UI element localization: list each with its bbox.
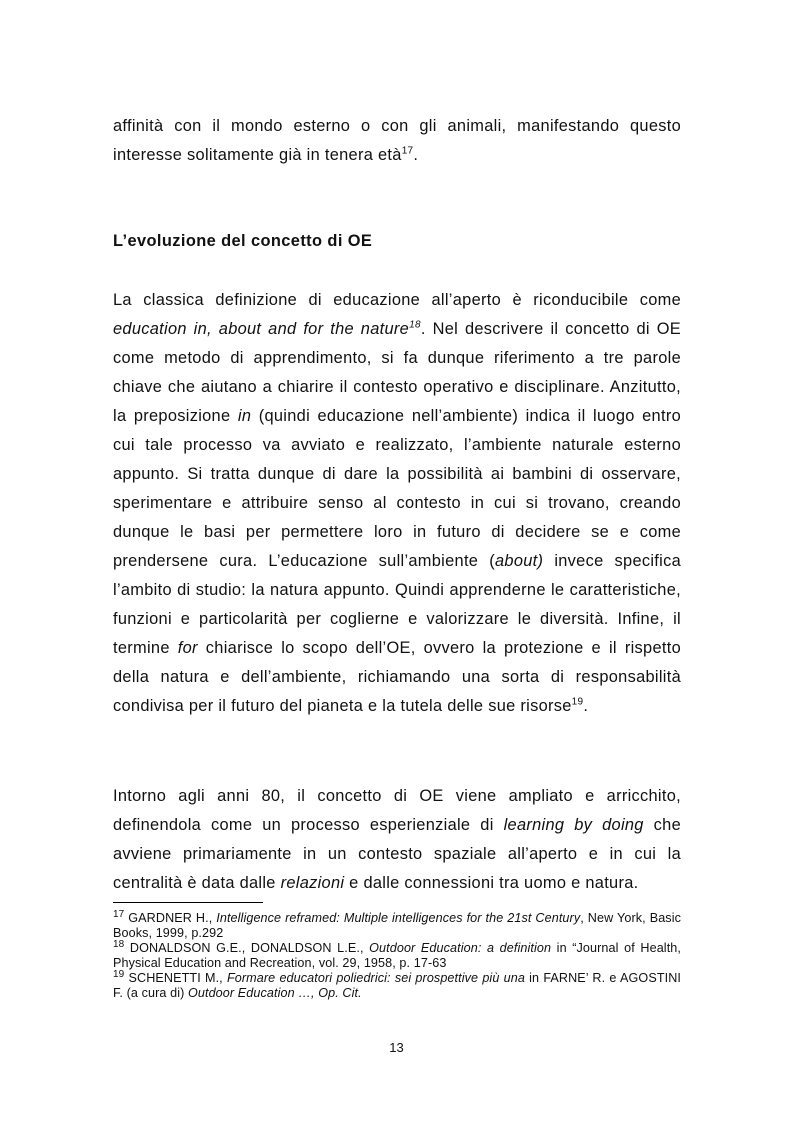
paragraph-evolution: Intorno agli anni 80, il concetto di OE viene ampliato e arricchito, definendola come un processo esperienziale di learning by doing che avviene primariamente in un contesto spaziale all’aperto e in cui la centralità è data dalle relazioni e dalle connessioni tra uomo e natura. — [113, 787, 681, 892]
footnote-17: $^{17}$ GARDNER H., Intelligence reframed: Multiple intelligences for the 21st Century, New York, Basic Books, 1999, p.292 — [113, 908, 681, 940]
footnote-ref-19: 19 — [571, 696, 584, 708]
paragraph-definition: La classica definizione di educazione all’aperto è riconducibile come education in, about and for the nature$^{18}$. Nel descrivere il concetto di OE come metodo di apprendimento, si fa dunque riferimento a tre parole chiave che aiutano a chiarire il contesto operativo e disciplinare. Anzitutto, la preposizione in (quindi educazione nell’ambiente) indica il luogo entro cui tale processo va avviato e realizzato, l’ambiente naturale esterno appunto. Si tratta dunque di dare la possibilità ai bambini di osservare, sperimentare e attribuire senso al contesto in cui si trovano, creando dunque le basi per permettere loro in futuro di decidere se e come prendersene cura. L’educazione sull’ambiente (about) invece specifica l’ambito di studio: la natura appunto. Quindi apprenderne le caratteristiche, funzioni e particolarità per coglierne e valorizzare le diversità. Infine, il termine for chiarisce lo scopo dell’OE, ovvero la protezione e il rispetto della natura e dell’ambiente, richiamando una sorta di responsabilità condivisa per il futuro del pianeta e la tutela delle sue risorse$^{19}$. — [113, 291, 682, 715]
footnotes — [113, 908, 681, 1001]
paragraph-continuation: affinità con il mondo esterno o con gli animali, manifestando questo interesse solitamente già in tenera età$^{17}$. — [113, 117, 681, 164]
section-heading: L’evoluzione del concetto di OE — [113, 232, 373, 250]
footnote-18: $^{18}$ DONALDSON G.E., DONALDSON L.E., Outdoor Education: a definition in “Journal of Health, Physical Education and Recreation, vol. 29, 1958, p. 17-63 — [113, 938, 681, 970]
footnote-ref-17: 17 — [401, 145, 414, 157]
footnote-ref-18: 18 — [409, 319, 421, 331]
page-number: 13 — [389, 1040, 404, 1055]
footnote-19: $^{19}$ SCHENETTI M., Formare educatori poliedrici: sei prospettive più una in FARNE’ R. e AGOSTINI F. (a cura di) Outdoor Education …, Op. Cit. — [113, 968, 681, 1000]
footnote-separator — [113, 902, 263, 903]
